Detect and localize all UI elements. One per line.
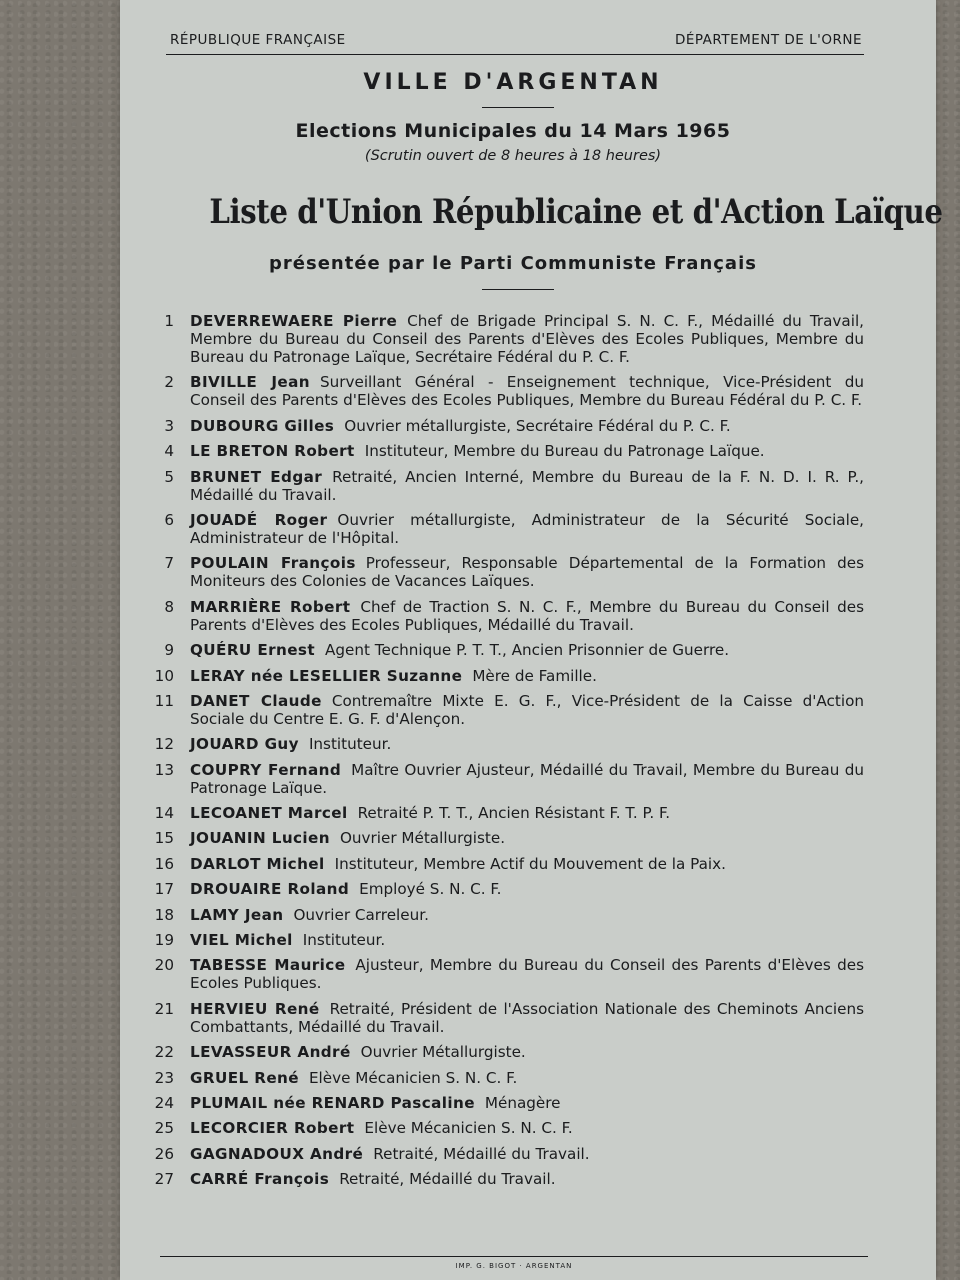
- scrutin-hours: (Scrutin ouvert de 8 heures à 18 heures): [364, 148, 662, 164]
- candidate-description: Agent Technique P. T. T., Ancien Prisonnier de Guerre.: [325, 641, 730, 660]
- election-poster: [120, 0, 943, 1280]
- elections-title: Elections Municipales du 14 Mars 1965: [295, 120, 731, 142]
- candidate-row: [150, 692, 864, 728]
- candidate-number: 24: [154, 1093, 174, 1112]
- candidate-number: 3: [164, 416, 174, 435]
- candidate-row: [150, 511, 864, 547]
- candidate-description: Elève Mécanicien S. N. C. F.: [308, 1068, 518, 1087]
- candidate-name: LAMY Jean: [190, 905, 284, 924]
- candidate-description: Ouvrier Métallurgiste.: [339, 829, 506, 848]
- candidate-number: 4: [164, 442, 174, 461]
- candidate-row: [150, 1094, 864, 1112]
- candidate-description: Retraité, Ancien Interné, Membre du Bureau de la F. N. D. I. R. P., Médaillé du Travail.: [190, 467, 864, 504]
- candidate-description: Ouvrier Métallurgiste.: [360, 1043, 526, 1062]
- candidate-number: 15: [154, 829, 174, 848]
- candidate-name: DANET Claude: [190, 691, 322, 710]
- candidate-row: [150, 641, 864, 659]
- candidate-row: [150, 1069, 864, 1087]
- candidate-list: [150, 312, 864, 1196]
- candidate-name: LERAY née LESELLIER Suzanne: [190, 666, 463, 685]
- candidate-name: PLUMAIL née RENARD Pascaline: [190, 1093, 475, 1112]
- candidate-name: LE BRETON Robert: [190, 442, 355, 461]
- candidate-name: GAGNADOUX André: [190, 1144, 364, 1163]
- liste-title: Liste d'Union Républicaine et d'Action Laïque: [209, 192, 943, 232]
- candidate-entry: [190, 931, 864, 949]
- candidate-entry: [190, 855, 864, 873]
- candidate-row: [150, 667, 864, 685]
- candidate-name: DROUAIRE Roland: [190, 880, 350, 899]
- candidate-name: VIEL Michel: [190, 931, 293, 950]
- candidate-description: Professeur, Responsable Départemental de la Formation des Moniteurs des Colonies de Vacances Laïques.: [190, 554, 865, 591]
- candidate-entry: [190, 761, 864, 797]
- candidate-row: [150, 855, 864, 873]
- divider: [482, 107, 554, 108]
- candidate-number: 26: [154, 1144, 174, 1163]
- candidate-entry: [190, 554, 864, 590]
- candidate-number: 20: [154, 956, 174, 975]
- candidate-number: 17: [154, 880, 174, 899]
- printer-credit: IMP. G. BIGOT · ARGENTAN: [455, 1262, 573, 1270]
- candidate-row: [150, 761, 864, 797]
- candidate-number: 16: [154, 854, 174, 873]
- candidate-description: Employé S. N. C. F.: [359, 880, 502, 899]
- ville-title: VILLE D'ARGENTAN: [363, 70, 663, 95]
- candidate-entry: [190, 598, 864, 634]
- candidate-description: Maître Ouvrier Ajusteur, Médaillé du Travail, Membre du Bureau du Patronage Laïque.: [190, 760, 865, 797]
- candidate-number: 2: [164, 373, 174, 392]
- candidate-entry: [190, 829, 864, 847]
- candidate-entry: [190, 312, 864, 366]
- candidate-number: 6: [164, 510, 174, 529]
- candidate-entry: [190, 1094, 864, 1112]
- candidate-entry: [190, 511, 864, 547]
- candidate-row: [150, 956, 864, 992]
- candidate-entry: [190, 468, 864, 504]
- candidate-description: Ménagère: [484, 1093, 561, 1112]
- candidate-number: 25: [154, 1119, 174, 1138]
- candidate-row: [150, 417, 864, 435]
- candidate-row: [150, 906, 864, 924]
- candidate-row: [150, 312, 864, 366]
- candidate-description: Ouvrier métallurgiste, Secrétaire Fédéral du P. C. F.: [344, 416, 731, 435]
- candidate-name: DUBOURG Gilles: [190, 416, 335, 435]
- candidate-number: 7: [164, 554, 174, 573]
- candidate-description: Chef de Brigade Principal S. N. C. F., Médaillé du Travail, Membre du Bureau du Conseil des Parents d'Elèves des Ecoles Publiques, Membre du Bureau du Patronage Laïque, Secrétaire Fédéral du P. C. F.: [190, 312, 864, 366]
- candidate-description: Instituteur.: [308, 735, 392, 754]
- candidate-name: DEVERREWAERE Pierre: [190, 312, 398, 330]
- candidate-name: JOUANIN Lucien: [190, 829, 330, 848]
- candidate-number: 1: [164, 312, 174, 330]
- candidate-description: Contremaître Mixte E. G. F., Vice-Président de la Caisse d'Action Sociale du Centre E. G. F. d'Alençon.: [190, 691, 864, 728]
- candidate-entry: [190, 956, 864, 992]
- candidate-row: [150, 598, 864, 634]
- candidate-row: [150, 804, 864, 822]
- candidate-entry: [190, 442, 864, 460]
- candidate-entry: [190, 1145, 864, 1163]
- candidate-number: 5: [164, 467, 174, 486]
- candidate-name: QUÉRU Ernest: [190, 641, 316, 660]
- candidate-entry: [190, 1170, 864, 1188]
- candidate-number: 22: [154, 1043, 174, 1062]
- candidate-name: MARRIÈRE Robert: [190, 597, 351, 616]
- candidate-entry: [190, 667, 864, 685]
- candidate-number: 27: [154, 1170, 174, 1189]
- candidate-row: [150, 554, 864, 590]
- candidate-name: DARLOT Michel: [190, 854, 325, 873]
- candidate-row: [150, 829, 864, 847]
- candidate-name: BRUNET Edgar: [190, 467, 323, 486]
- candidate-name: POULAIN François: [190, 554, 356, 573]
- candidate-name: GRUEL René: [190, 1068, 299, 1087]
- candidate-entry: [190, 1000, 864, 1036]
- candidate-row: [150, 1000, 864, 1036]
- candidate-number: 23: [154, 1068, 174, 1087]
- candidate-number: 13: [154, 760, 174, 779]
- candidate-entry: [190, 735, 864, 753]
- candidate-description: Chef de Traction S. N. C. F., Membre du Bureau du Conseil des Parents d'Elèves des Ecoles Publiques, Médaillé du Travail.: [190, 597, 864, 634]
- candidate-description: Retraité, Président de l'Association Nationale des Cheminots Anciens Combattants, Médaillé du Travail.: [190, 999, 864, 1036]
- candidate-entry: [190, 417, 864, 435]
- candidate-number: 9: [164, 641, 174, 660]
- candidate-row: [150, 880, 864, 898]
- candidate-name: JOUADÉ Roger: [190, 510, 328, 529]
- candidate-name: BIVILLE Jean: [190, 373, 310, 392]
- candidate-entry: [190, 641, 864, 659]
- candidate-row: [150, 735, 864, 753]
- poster-header: [170, 32, 862, 48]
- candidate-description: Instituteur, Membre du Bureau du Patronage Laïque.: [364, 442, 765, 461]
- candidate-description: Instituteur.: [302, 931, 386, 950]
- candidate-description: Elève Mécanicien S. N. C. F.: [364, 1119, 573, 1138]
- candidate-row: [150, 931, 864, 949]
- candidate-entry: [190, 804, 864, 822]
- candidate-entry: [190, 373, 864, 409]
- candidate-description: Retraité P. T. T., Ancien Résistant F. T. P. F.: [357, 804, 671, 823]
- candidate-row: [150, 1170, 864, 1188]
- candidate-entry: [190, 1069, 864, 1087]
- candidate-number: 14: [154, 804, 174, 823]
- candidate-name: LEVASSEUR André: [190, 1043, 351, 1062]
- candidate-description: Instituteur, Membre Actif du Mouvement de la Paix.: [334, 854, 726, 873]
- candidate-name: JOUARD Guy: [190, 735, 299, 754]
- candidate-name: LECOANET Marcel: [190, 804, 348, 823]
- footer-rule: [160, 1256, 868, 1257]
- candidate-name: LECORCIER Robert: [190, 1119, 355, 1138]
- candidate-description: Ajusteur, Membre du Bureau du Conseil des Parents d'Elèves des Ecoles Publiques.: [190, 956, 864, 993]
- header-rule: [166, 54, 864, 55]
- candidate-entry: [190, 880, 864, 898]
- candidate-name: COUPRY Fernand: [190, 760, 342, 779]
- divider: [482, 289, 554, 290]
- candidate-description: Mère de Famille.: [472, 666, 597, 685]
- candidate-description: Surveillant Général - Enseignement technique, Vice-Président du Conseil des Parents d'Elèves des Ecoles Publiques, Membre du Bureau Fédéral du P. C. F.: [190, 373, 864, 410]
- candidate-description: Retraité, Médaillé du Travail.: [339, 1170, 556, 1189]
- candidate-entry: [190, 692, 864, 728]
- candidate-description: Retraité, Médaillé du Travail.: [373, 1144, 590, 1163]
- candidate-name: HERVIEU René: [190, 999, 320, 1018]
- candidate-name: CARRÉ François: [190, 1170, 330, 1189]
- candidate-number: 19: [154, 931, 174, 950]
- presentee-par: présentée par le Parti Communiste Français: [269, 253, 757, 274]
- candidate-number: 18: [154, 905, 174, 924]
- candidate-number: 21: [154, 999, 174, 1018]
- candidate-number: 10: [154, 666, 174, 685]
- candidate-entry: [190, 1043, 864, 1061]
- candidate-entry: [190, 906, 864, 924]
- candidate-number: 8: [164, 597, 174, 616]
- candidate-row: [150, 1145, 864, 1163]
- header-departement: DÉPARTEMENT DE L'ORNE: [674, 32, 862, 48]
- candidate-description: Ouvrier métallurgiste, Administrateur de la Sécurité Sociale, Administrateur de l'Hôpital.: [190, 510, 864, 547]
- header-republique: RÉPUBLIQUE FRANÇAISE: [170, 32, 346, 48]
- candidate-row: [150, 1119, 864, 1137]
- candidate-name: TABESSE Maurice: [190, 956, 346, 975]
- candidate-description: Ouvrier Carreleur.: [293, 905, 429, 924]
- candidate-row: [150, 442, 864, 460]
- candidate-entry: [190, 1119, 864, 1137]
- candidate-number: 12: [154, 735, 174, 754]
- candidate-row: [150, 1043, 864, 1061]
- candidate-row: [150, 373, 864, 409]
- candidate-row: [150, 468, 864, 504]
- candidate-number: 11: [154, 691, 174, 710]
